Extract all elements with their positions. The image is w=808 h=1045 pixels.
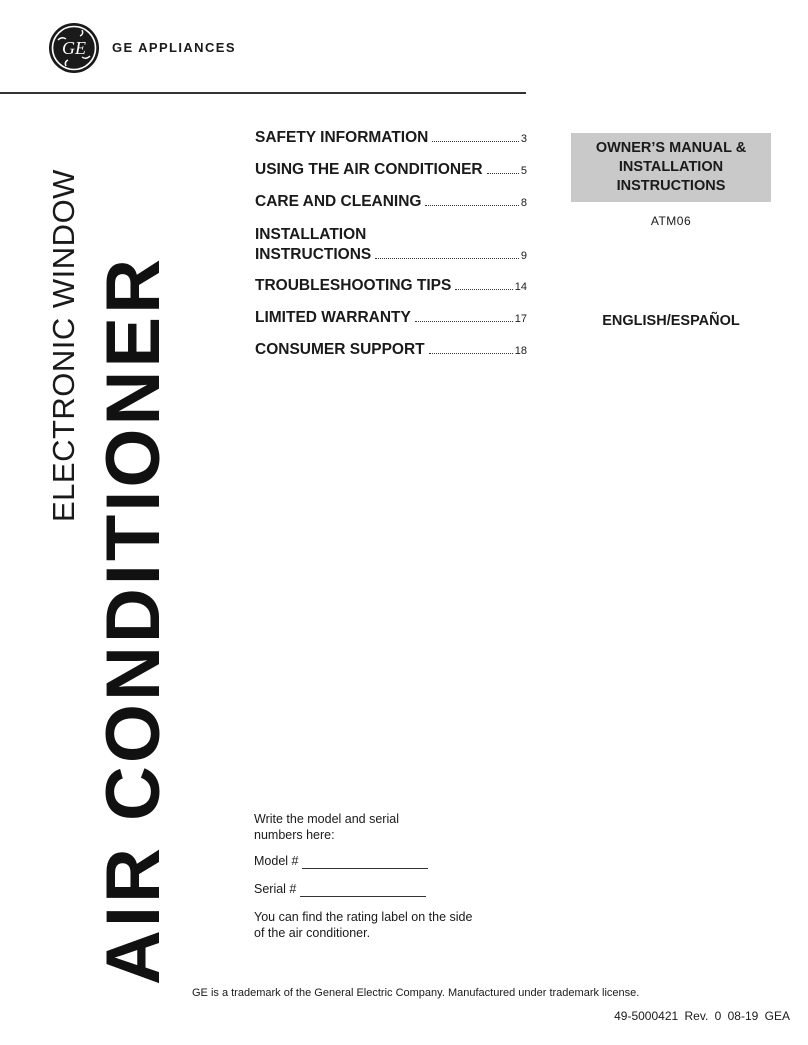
toc-item-support[interactable] [255, 341, 527, 373]
document-number: 49-5000421 Rev. 0 08-19 GEA [614, 1009, 790, 1023]
toc-item-warranty[interactable] [255, 309, 527, 341]
model-number: ATM06 [650, 214, 692, 228]
owners-manual-box [571, 133, 771, 202]
rating-note: You can find the rating label on the side of the air conditioner. [254, 910, 473, 940]
toc-item-safety[interactable] [255, 129, 527, 161]
toc-page: 17 [514, 313, 527, 325]
serial-intro: Write the model and serial numbers here: [254, 812, 399, 842]
header-divider [0, 92, 526, 94]
owners-manual-text: OWNER’S MANUAL & INSTALLATION INSTRUCTIONS [595, 140, 747, 194]
trademark-notice: GE is a trademark of the General Electric Company. Manufactured under trademark license. [192, 987, 640, 999]
table-of-contents [255, 129, 527, 373]
toc-page: 14 [514, 281, 527, 293]
toc-label: USING THE AIR CONDITIONER [255, 161, 483, 178]
toc-label: TROUBLESHOOTING TIPS [255, 277, 452, 294]
toc-page: 5 [520, 165, 527, 177]
serial-field-label: Serial # [254, 882, 297, 896]
toc-leader [487, 173, 519, 174]
toc-item-troubleshooting[interactable] [255, 277, 527, 309]
toc-label: CONSUMER SUPPORT [255, 341, 425, 358]
serial-field [254, 881, 504, 897]
model-field [254, 853, 504, 869]
toc-leader [455, 289, 512, 290]
toc-page: 3 [520, 133, 527, 145]
logo-text: GE [62, 38, 86, 58]
toc-item-using[interactable] [255, 161, 527, 193]
toc-leader [375, 258, 519, 259]
toc-leader [425, 205, 518, 206]
toc-item-care[interactable] [255, 193, 527, 225]
toc-leader [415, 321, 513, 322]
toc-label: LIMITED WARRANTY [255, 309, 411, 326]
serial-field-line [300, 885, 426, 897]
toc-label-line1: INSTALLATION [255, 226, 367, 243]
toc-item-installation[interactable] [255, 225, 527, 277]
serial-block [254, 811, 504, 951]
cover-subtitle: ELECTRONIC WINDOW [46, 169, 81, 522]
toc-label: SAFETY INFORMATION [255, 129, 429, 146]
ge-monogram-logo-icon [48, 22, 100, 74]
toc-page: 9 [520, 250, 527, 262]
toc-label: CARE AND CLEANING [255, 193, 422, 210]
toc-page: 18 [514, 345, 527, 357]
toc-leader [429, 353, 513, 354]
toc-leader [432, 141, 519, 142]
toc-page: 8 [520, 197, 527, 209]
toc-label-line2: INSTRUCTIONS [255, 246, 372, 263]
model-field-label: Model # [254, 854, 299, 868]
model-field-line [302, 857, 428, 869]
cover-title: AIR CONDITIONER [91, 256, 176, 985]
language-label: ENGLISH/ESPAÑOL [602, 313, 740, 329]
brand-name: GE APPLIANCES [112, 40, 236, 55]
